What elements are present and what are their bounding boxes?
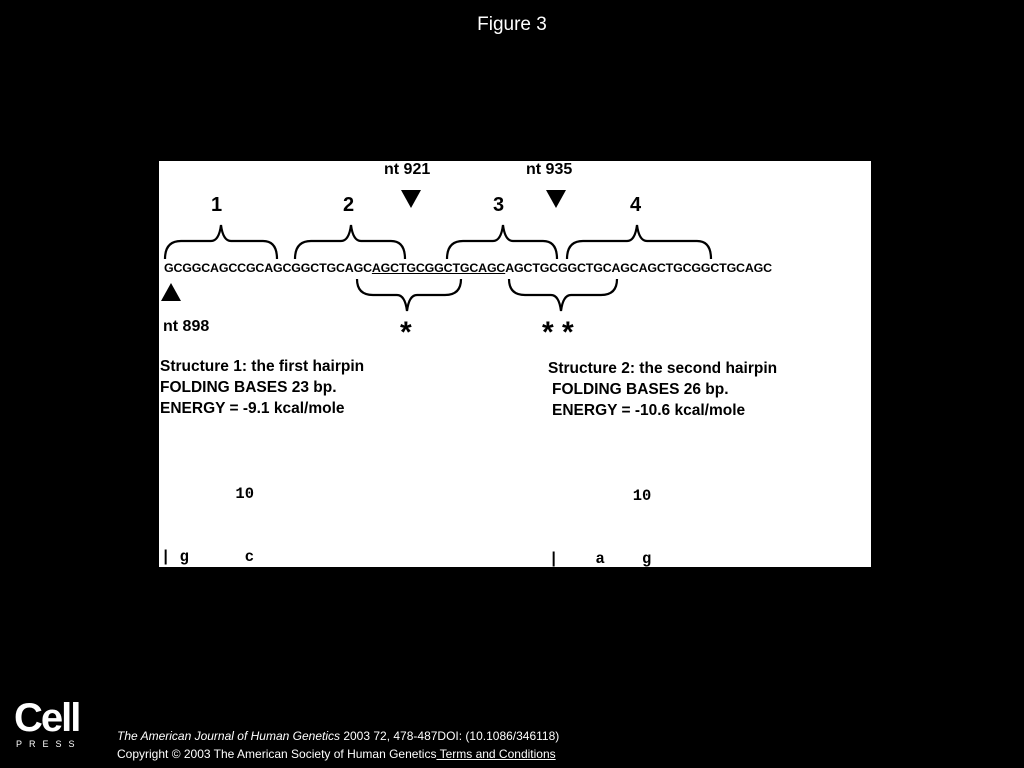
star-marker-2: * * <box>542 316 574 349</box>
star-marker-1: * <box>400 316 412 349</box>
logo-press: PRESS <box>16 739 82 749</box>
structure-2-energy: ENERGY = -10.6 kcal/mole <box>552 402 746 419</box>
journal-name: The American Journal of Human Genetics <box>117 729 340 743</box>
marker-nt921-label: nt 921 <box>384 161 431 178</box>
dna-sequence <box>164 261 772 275</box>
structure-1-folding: FOLDING BASES 23 bp. <box>160 379 337 396</box>
journal-citation <box>117 729 559 743</box>
cell-press-logo <box>14 696 86 752</box>
marker-nt898-label: nt 898 <box>163 318 210 335</box>
structure-1-info <box>160 356 364 419</box>
hairpin-1-line: 10 <box>161 485 255 503</box>
structure-1-title-rest: : the first hairpin <box>241 358 365 375</box>
arrow-nt921 <box>401 190 421 208</box>
structure-2-title <box>548 358 777 379</box>
structure-2-folding: FOLDING BASES 26 bp. <box>552 381 729 398</box>
figure-panel <box>159 161 871 567</box>
brace-1 <box>165 225 277 259</box>
hairpin-1-line: | g c <box>161 548 255 566</box>
structure-1-title-bold: Structure 1 <box>160 358 242 375</box>
marker-nt935-label: nt 935 <box>526 161 573 178</box>
sequence-part-1: GCGGCAGCCGCAGCGGCTGCAGC <box>164 261 372 275</box>
hairpin-1-diagram <box>161 442 273 567</box>
structure-2-title-bold: Structure 2 <box>548 360 630 377</box>
brace-bottom-1 <box>357 279 461 311</box>
segment-2-label: 2 <box>343 194 355 216</box>
structure-2-title-rest: : the second hairpin <box>629 360 778 377</box>
sequence-underlined: AGCTGCGGCTGCAGC <box>371 261 506 275</box>
terms-link[interactable]: Terms and Conditions <box>436 747 556 761</box>
segment-1-label: 1 <box>211 194 223 216</box>
sequence-part-3: AGCTGCGGCTGCAGCAGCTGCGGCTGCAGC <box>505 261 772 275</box>
segment-3-label: 3 <box>493 194 505 216</box>
journal-info: 2003 72, 478-487DOI: (10.1086/346118) <box>340 729 560 743</box>
hairpin-2-line: 10 <box>549 487 652 505</box>
hairpin-2-diagram <box>549 444 670 567</box>
segment-4-label: 4 <box>630 194 642 216</box>
structure-2-info <box>548 358 777 421</box>
copyright-text: Copyright © 2003 The American Society of Human Genetics <box>117 747 437 761</box>
copyright-line <box>117 747 556 761</box>
structure-1-energy: ENERGY = -9.1 kcal/mole <box>160 400 345 417</box>
brace-4 <box>567 225 711 259</box>
structure-1-title <box>160 356 364 377</box>
arrow-nt935 <box>546 190 566 208</box>
figure-title: Figure 3 <box>477 14 547 35</box>
hairpin-2-line: | a g <box>549 550 652 567</box>
brace-2 <box>295 225 405 259</box>
logo-word: Cell <box>14 696 80 740</box>
arrow-nt898 <box>161 283 181 301</box>
brace-3 <box>447 225 557 259</box>
brace-bottom-2 <box>509 279 617 311</box>
